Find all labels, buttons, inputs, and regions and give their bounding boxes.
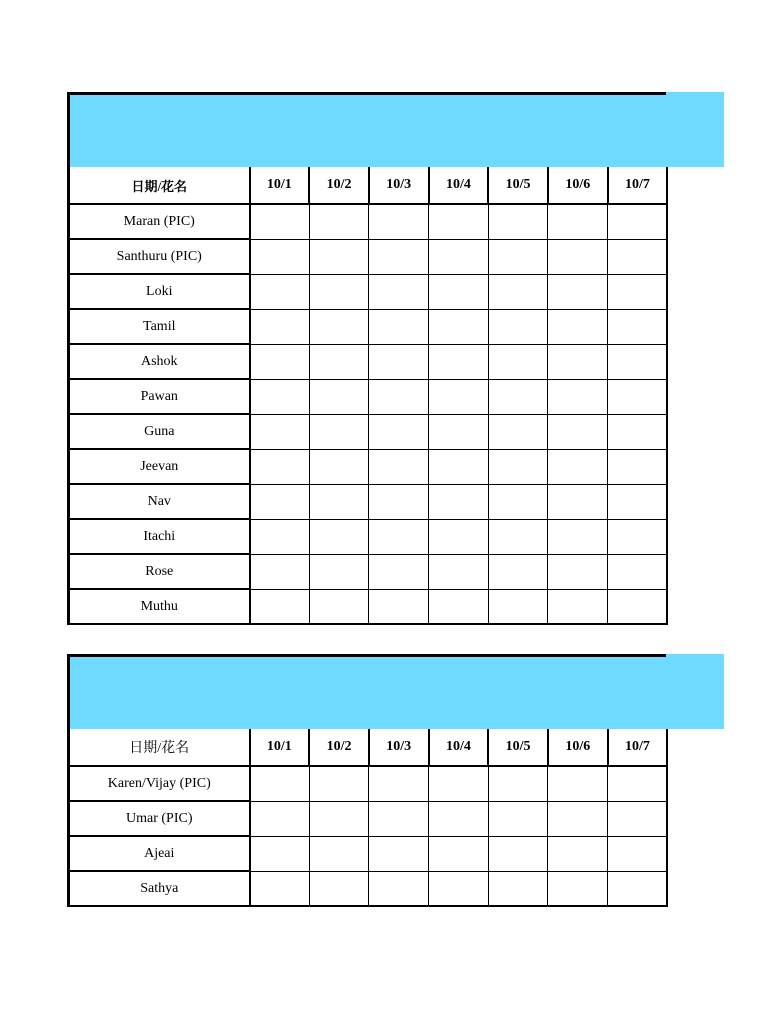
person-name: Muthu bbox=[69, 589, 250, 624]
person-name: Itachi bbox=[69, 519, 250, 554]
person-name: Maran (PIC) bbox=[69, 204, 250, 239]
day-cell[interactable] bbox=[309, 766, 369, 801]
table-row bbox=[69, 484, 668, 519]
day-cell[interactable] bbox=[429, 379, 489, 414]
table-2-banner-fill bbox=[70, 654, 724, 729]
day-cell[interactable] bbox=[608, 449, 668, 484]
day-cell[interactable] bbox=[309, 239, 369, 274]
table-row bbox=[69, 589, 668, 624]
day-cell[interactable] bbox=[369, 239, 429, 274]
table-row bbox=[69, 379, 668, 414]
day-cell[interactable] bbox=[429, 589, 489, 624]
table-1-date-header: 10/5 bbox=[488, 166, 548, 205]
person-name: Sathya bbox=[69, 871, 250, 906]
table-row bbox=[69, 519, 668, 554]
day-cell[interactable] bbox=[369, 589, 429, 624]
day-cell[interactable] bbox=[250, 344, 310, 379]
day-cell[interactable] bbox=[608, 239, 668, 274]
table-row bbox=[69, 871, 668, 906]
table-2-header-label: 日期/花名 bbox=[69, 728, 250, 767]
day-cell[interactable] bbox=[608, 204, 668, 239]
day-cell[interactable] bbox=[548, 204, 608, 239]
day-cell[interactable] bbox=[608, 836, 668, 871]
day-cell[interactable] bbox=[309, 836, 369, 871]
day-cell[interactable] bbox=[548, 766, 608, 801]
day-cell[interactable] bbox=[369, 766, 429, 801]
day-cell[interactable] bbox=[369, 274, 429, 309]
day-cell[interactable] bbox=[429, 801, 489, 836]
day-cell[interactable] bbox=[250, 519, 310, 554]
person-name: Ashok bbox=[69, 344, 250, 379]
day-cell[interactable] bbox=[608, 379, 668, 414]
day-cell[interactable] bbox=[309, 274, 369, 309]
table-row bbox=[69, 766, 668, 801]
day-cell[interactable] bbox=[250, 801, 310, 836]
day-cell[interactable] bbox=[488, 274, 548, 309]
day-cell[interactable] bbox=[488, 414, 548, 449]
person-name: Ajeai bbox=[69, 836, 250, 871]
day-cell[interactable] bbox=[429, 449, 489, 484]
day-cell[interactable] bbox=[429, 309, 489, 344]
table-row bbox=[69, 204, 668, 239]
day-cell[interactable] bbox=[369, 204, 429, 239]
day-cell[interactable] bbox=[488, 836, 548, 871]
day-cell[interactable] bbox=[309, 379, 369, 414]
person-name: Karen/Vijay (PIC) bbox=[69, 766, 250, 801]
day-cell[interactable] bbox=[369, 414, 429, 449]
day-cell[interactable] bbox=[548, 274, 608, 309]
day-cell[interactable] bbox=[429, 484, 489, 519]
roster-table-2 bbox=[67, 654, 668, 907]
day-cell[interactable] bbox=[488, 589, 548, 624]
day-cell[interactable] bbox=[250, 379, 310, 414]
day-cell[interactable] bbox=[608, 801, 668, 836]
table-2-date-header: 10/5 bbox=[488, 728, 548, 767]
day-cell[interactable] bbox=[548, 589, 608, 624]
table-2-date-header: 10/4 bbox=[429, 728, 489, 767]
day-cell[interactable] bbox=[608, 484, 668, 519]
day-cell[interactable] bbox=[429, 836, 489, 871]
day-cell[interactable] bbox=[548, 519, 608, 554]
day-cell[interactable] bbox=[488, 344, 548, 379]
day-cell[interactable] bbox=[548, 449, 608, 484]
person-name: Guna bbox=[69, 414, 250, 449]
day-cell[interactable] bbox=[250, 836, 310, 871]
table-1-date-header: 10/1 bbox=[250, 166, 310, 205]
person-name: Rose bbox=[69, 554, 250, 589]
day-cell[interactable] bbox=[369, 379, 429, 414]
day-cell[interactable] bbox=[608, 274, 668, 309]
table-2-body bbox=[69, 766, 668, 906]
day-cell[interactable] bbox=[429, 274, 489, 309]
table-1-date-header: 10/4 bbox=[429, 166, 489, 205]
day-cell[interactable] bbox=[369, 449, 429, 484]
person-name: Tamil bbox=[69, 309, 250, 344]
day-cell[interactable] bbox=[608, 414, 668, 449]
day-cell[interactable] bbox=[608, 554, 668, 589]
day-cell[interactable] bbox=[488, 379, 548, 414]
day-cell[interactable] bbox=[309, 554, 369, 589]
table-row bbox=[69, 309, 668, 344]
table-2-date-header: 10/2 bbox=[309, 728, 369, 767]
day-cell[interactable] bbox=[488, 871, 548, 906]
day-cell[interactable] bbox=[548, 379, 608, 414]
day-cell[interactable] bbox=[429, 871, 489, 906]
person-name: Jeevan bbox=[69, 449, 250, 484]
day-cell[interactable] bbox=[608, 871, 668, 906]
person-name: Nav bbox=[69, 484, 250, 519]
day-cell[interactable] bbox=[250, 239, 310, 274]
day-cell[interactable] bbox=[369, 871, 429, 906]
day-cell[interactable] bbox=[369, 519, 429, 554]
day-cell[interactable] bbox=[250, 484, 310, 519]
day-cell[interactable] bbox=[250, 204, 310, 239]
table-1-banner-fill bbox=[70, 92, 724, 167]
table-2-grid bbox=[67, 726, 668, 907]
day-cell[interactable] bbox=[548, 344, 608, 379]
day-cell[interactable] bbox=[548, 554, 608, 589]
day-cell[interactable] bbox=[429, 414, 489, 449]
table-1-date-header: 10/2 bbox=[309, 166, 369, 205]
day-cell[interactable] bbox=[548, 239, 608, 274]
day-cell[interactable] bbox=[488, 519, 548, 554]
day-cell[interactable] bbox=[429, 519, 489, 554]
day-cell[interactable] bbox=[488, 766, 548, 801]
person-name: Pawan bbox=[69, 379, 250, 414]
table-row bbox=[69, 554, 668, 589]
table-row bbox=[69, 801, 668, 836]
day-cell[interactable] bbox=[429, 344, 489, 379]
person-name: Loki bbox=[69, 274, 250, 309]
table-row bbox=[69, 239, 668, 274]
day-cell[interactable] bbox=[369, 344, 429, 379]
day-cell[interactable] bbox=[369, 554, 429, 589]
day-cell[interactable] bbox=[429, 204, 489, 239]
table-1-banner bbox=[67, 92, 663, 164]
person-name: Umar (PIC) bbox=[69, 801, 250, 836]
table-row bbox=[69, 414, 668, 449]
day-cell[interactable] bbox=[309, 309, 369, 344]
day-cell[interactable] bbox=[608, 766, 668, 801]
day-cell[interactable] bbox=[309, 801, 369, 836]
roster-table-1 bbox=[67, 92, 668, 625]
day-cell[interactable] bbox=[250, 554, 310, 589]
day-cell[interactable] bbox=[369, 801, 429, 836]
table-1-date-header: 10/7 bbox=[608, 166, 668, 205]
table-row bbox=[69, 274, 668, 309]
day-cell[interactable] bbox=[608, 309, 668, 344]
day-cell[interactable] bbox=[369, 309, 429, 344]
person-name: Santhuru (PIC) bbox=[69, 239, 250, 274]
day-cell[interactable] bbox=[309, 204, 369, 239]
day-cell[interactable] bbox=[548, 836, 608, 871]
day-cell[interactable] bbox=[548, 801, 608, 836]
table-2-banner bbox=[67, 654, 663, 726]
table-row bbox=[69, 836, 668, 871]
day-cell[interactable] bbox=[309, 344, 369, 379]
day-cell[interactable] bbox=[250, 274, 310, 309]
day-cell[interactable] bbox=[488, 309, 548, 344]
day-cell[interactable] bbox=[250, 766, 310, 801]
day-cell[interactable] bbox=[548, 414, 608, 449]
day-cell[interactable] bbox=[608, 344, 668, 379]
table-1-body bbox=[69, 204, 668, 624]
day-cell[interactable] bbox=[309, 414, 369, 449]
day-cell[interactable] bbox=[309, 589, 369, 624]
day-cell[interactable] bbox=[488, 801, 548, 836]
day-cell[interactable] bbox=[488, 204, 548, 239]
day-cell[interactable] bbox=[369, 836, 429, 871]
day-cell[interactable] bbox=[548, 871, 608, 906]
table-1-grid bbox=[67, 164, 668, 625]
table-2-date-header: 10/7 bbox=[608, 728, 668, 767]
table-2-date-header: 10/1 bbox=[250, 728, 310, 767]
day-cell[interactable] bbox=[608, 519, 668, 554]
table-1-date-header: 10/6 bbox=[548, 166, 608, 205]
table-1-date-header: 10/3 bbox=[369, 166, 429, 205]
day-cell[interactable] bbox=[250, 414, 310, 449]
day-cell[interactable] bbox=[548, 309, 608, 344]
day-cell[interactable] bbox=[488, 484, 548, 519]
table-row bbox=[69, 344, 668, 379]
day-cell[interactable] bbox=[369, 484, 429, 519]
day-cell[interactable] bbox=[250, 309, 310, 344]
table-row bbox=[69, 449, 668, 484]
day-cell[interactable] bbox=[429, 766, 489, 801]
day-cell[interactable] bbox=[309, 449, 369, 484]
table-2-date-header: 10/6 bbox=[548, 728, 608, 767]
day-cell[interactable] bbox=[608, 589, 668, 624]
table-1-header-row bbox=[69, 166, 668, 205]
day-cell[interactable] bbox=[309, 871, 369, 906]
day-cell[interactable] bbox=[250, 871, 310, 906]
day-cell[interactable] bbox=[429, 239, 489, 274]
table-2-date-header: 10/3 bbox=[369, 728, 429, 767]
day-cell[interactable] bbox=[488, 554, 548, 589]
day-cell[interactable] bbox=[309, 519, 369, 554]
day-cell[interactable] bbox=[488, 239, 548, 274]
day-cell[interactable] bbox=[250, 589, 310, 624]
table-1-header-label: 日期/花名 bbox=[69, 166, 250, 205]
day-cell[interactable] bbox=[488, 449, 548, 484]
day-cell[interactable] bbox=[309, 484, 369, 519]
day-cell[interactable] bbox=[548, 484, 608, 519]
table-2-header-row bbox=[69, 728, 668, 767]
day-cell[interactable] bbox=[250, 449, 310, 484]
day-cell[interactable] bbox=[429, 554, 489, 589]
